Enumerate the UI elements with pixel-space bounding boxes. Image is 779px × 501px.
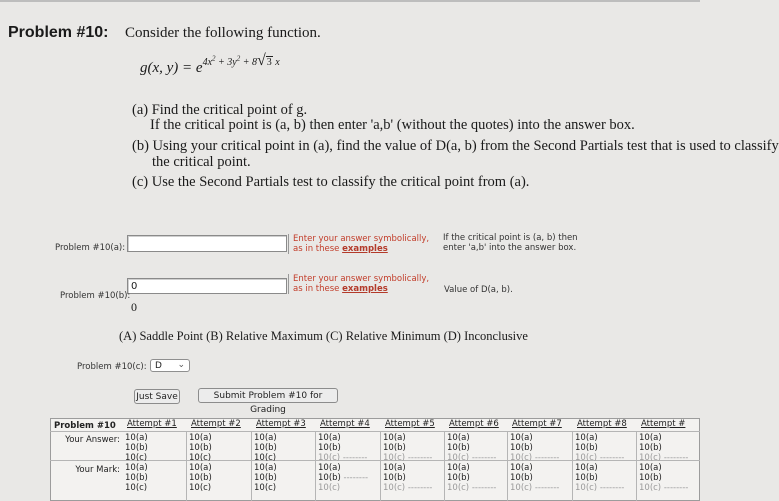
answer-b-sidenote: Value of D(a, b). — [444, 285, 513, 295]
table-corner-label: Problem #10 — [54, 421, 116, 431]
answer-a-hint: Enter your answer symbolically, as in these examples — [288, 234, 429, 254]
attempt-header-2: Attempt #2 — [191, 419, 241, 429]
column-divider — [572, 431, 573, 501]
column-divider — [636, 431, 637, 501]
answer-cell-6: 10(a) 10(b) 10(c) -------- — [447, 433, 497, 463]
part-b-text: (b) Using your critical point in (a), find the value of D(a, b) from the Second Partials test that is used to classify — [132, 138, 779, 154]
mark-cell-6: 10(a) 10(b) 10(c) -------- — [447, 463, 497, 493]
problem-title: Problem #10: — [8, 24, 109, 41]
classification-options: (A) Saddle Point (B) Relative Maximum (C) Relative Minimum (D) Inconclusive — [119, 329, 528, 343]
answer-cell-2: 10(a) 10(b) 10(c) — [189, 433, 212, 463]
mark-cell-1: 10(a) 10(b) 10(c) — [125, 463, 148, 493]
your-mark-label: Your Mark: — [75, 465, 120, 475]
answer-a-sidenote: If the critical point is (a, b) then enter 'a,b' into the answer box. — [443, 233, 578, 253]
attempt-header-5: Attempt #5 — [385, 419, 435, 429]
part-b-text-cont: the critical point. — [152, 154, 251, 170]
answer-cell-7: 10(a) 10(b) 10(c) -------- — [510, 433, 560, 463]
attempt-header-3: Attempt #3 — [256, 419, 306, 429]
answer-a-label: Problem #10(a): — [55, 243, 126, 253]
attempt-header-7: Attempt #7 — [512, 419, 562, 429]
answer-b-input[interactable]: 0 — [127, 278, 287, 294]
answer-cell-4: 10(a) 10(b) 10(c) -------- — [318, 433, 368, 463]
answer-c-label: Problem #10(c): — [77, 362, 147, 372]
answer-b-hint: Enter your answer symbolically, as in these examples — [288, 274, 429, 294]
attempt-header-4: Attempt #4 — [320, 419, 370, 429]
examples-link-b[interactable]: examples — [342, 284, 388, 294]
column-divider — [380, 431, 381, 501]
column-divider — [507, 431, 508, 501]
mark-cell-5: 10(a) 10(b) 10(c) -------- — [383, 463, 433, 493]
column-divider — [251, 431, 252, 501]
attempt-header-8: Attempt #8 — [577, 419, 627, 429]
answer-a-input[interactable] — [127, 235, 287, 252]
answer-cell-5: 10(a) 10(b) 10(c) -------- — [383, 433, 433, 463]
attempt-header-9: Attempt # — [641, 419, 686, 429]
mark-cell-2: 10(a) 10(b) 10(c) — [189, 463, 212, 493]
mark-cell-9: 10(a) 10(b) 10(c) -------- — [639, 463, 689, 493]
answer-b-label: Problem #10(b): — [60, 291, 131, 301]
column-divider — [315, 431, 316, 501]
mark-cell-4: 10(a) 10(b) -------- 10(c) — [318, 463, 369, 493]
answer-c-select[interactable]: D ⌄ — [150, 359, 190, 372]
top-divider — [0, 0, 700, 2]
problem-intro: Consider the following function. — [125, 25, 321, 41]
part-c-text: (c) Use the Second Partials test to classify the critical point from (a). — [132, 174, 530, 190]
submit-button[interactable]: Submit Problem #10 for Grading — [198, 388, 338, 403]
examples-link-a[interactable]: examples — [342, 244, 388, 254]
answer-b-preview: 0 — [131, 300, 137, 314]
your-answer-label: Your Answer: — [65, 435, 120, 445]
just-save-button[interactable]: Just Save — [134, 389, 180, 404]
mark-cell-3: 10(a) 10(b) 10(c) — [254, 463, 277, 493]
table-header-divider — [50, 431, 700, 432]
answer-cell-3: 10(a) 10(b) 10(c) — [254, 433, 277, 463]
part-a-text: (a) Find the critical point of g. — [132, 102, 308, 118]
answer-cell-8: 10(a) 10(b) 10(c) -------- — [575, 433, 625, 463]
function-formula: g(x, $y) = e^{4x^2 + 3y^2 + 8√3 x}$ — [140, 52, 280, 76]
mark-cell-8: 10(a) 10(b) 10(c) -------- — [575, 463, 625, 493]
attempt-header-6: Attempt #6 — [449, 419, 499, 429]
attempt-header-1: Attempt #1 — [127, 419, 177, 429]
mark-cell-7: 10(a) 10(b) 10(c) -------- — [510, 463, 560, 493]
column-divider — [186, 431, 187, 501]
answer-cell-9: 10(a) 10(b) 10(c) -------- — [639, 433, 689, 463]
answer-cell-1: 10(a) 10(b) 10(c) — [125, 433, 148, 463]
chevron-down-icon: ⌄ — [177, 360, 185, 370]
part-a-instruction: If the critical point is (a, b) then enter 'a,b' (without the quotes) into the answer box. — [150, 117, 635, 133]
column-divider — [444, 431, 445, 501]
